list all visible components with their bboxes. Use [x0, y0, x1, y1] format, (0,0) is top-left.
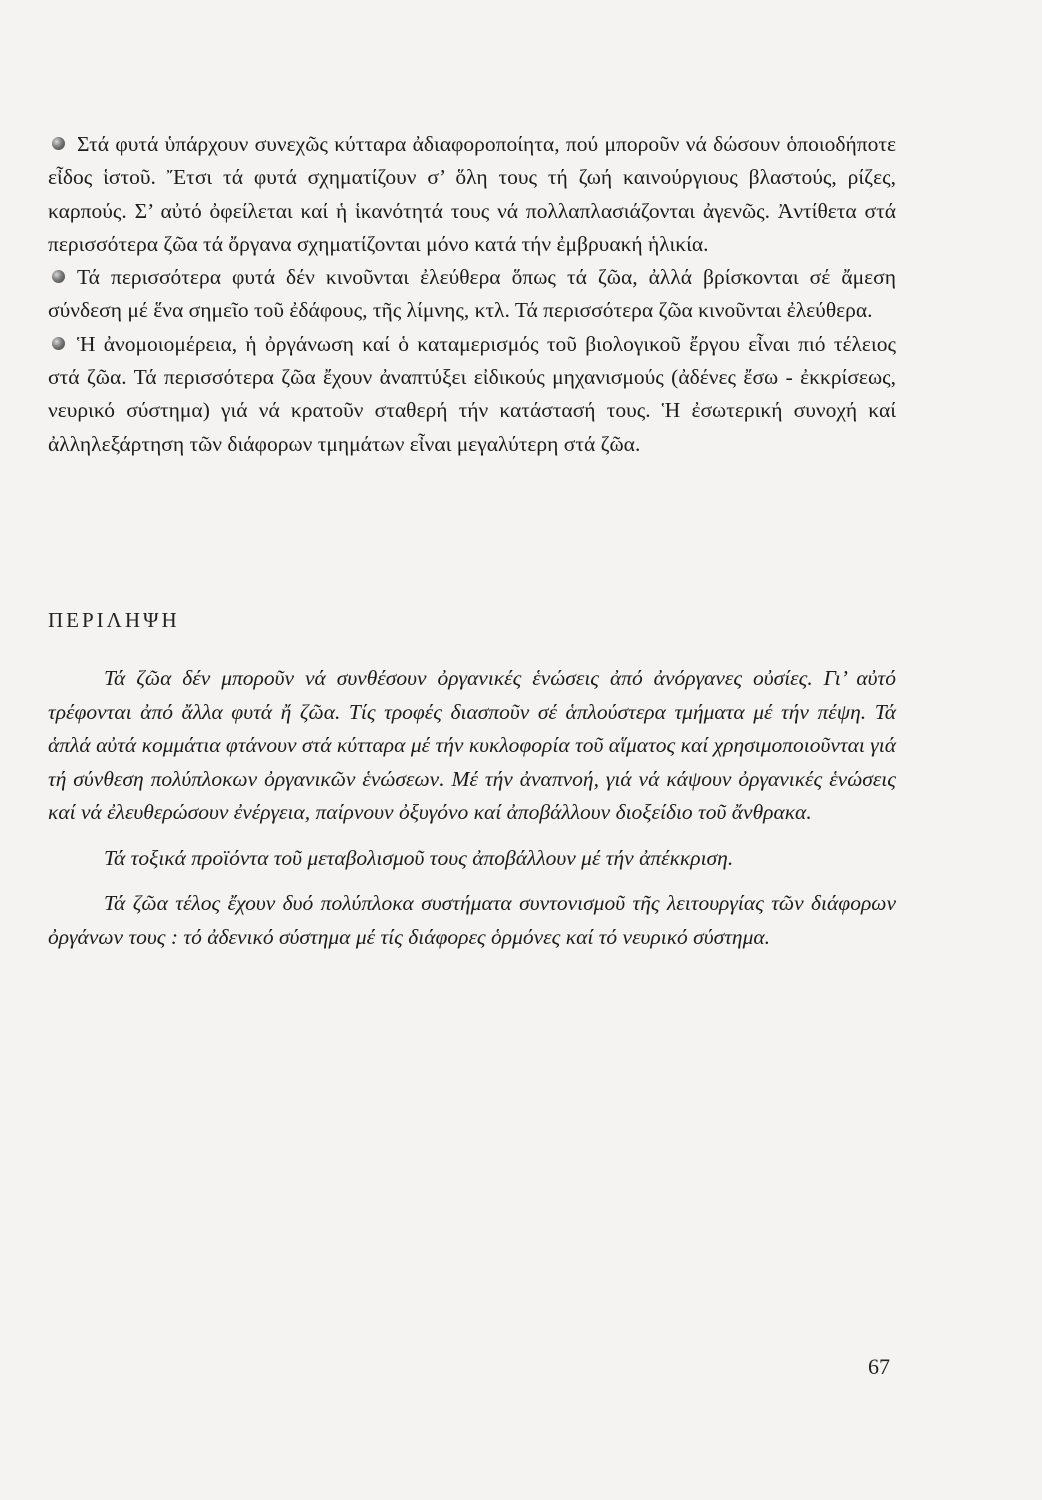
- bullet-dot-icon: [52, 270, 65, 283]
- bullet-text: Τά περισσότερα φυτά δέν κινοῦνται ἐλεύθερα ὅπως τά ζῶα, ἀλλά βρίσκονται σέ ἄμεση σύνδεση μέ ἕνα σημεῖο τοῦ ἐδάφους, τῆς λίμνης, κτλ. Τά περισσότερα ζῶα κινοῦνται ἐλεύθερα.: [48, 265, 896, 323]
- bullet-paragraph: [48, 328, 896, 461]
- bullet-paragraph: [48, 128, 896, 261]
- summary-paragraph: Τά ζῶα τέλος ἔχουν δυό πολύπλοκα συστήματα συντονισμοῦ τῆς λειτουργίας τῶν διάφορων ὀργάνων τους : τό ἀδενικό σύστημα μέ τίς διάφορες ὁρμόνες καί τό νευρικό σύστημα.: [48, 891, 896, 949]
- summary-paragraph: Τά τοξικά προϊόντα τοῦ μεταβολισμοῦ τους ἀποβάλλουν μέ τήν ἀπέκκριση.: [104, 845, 734, 870]
- page-number: 67: [868, 1354, 890, 1379]
- summary-heading: ΠΕΡΙΛΗΨΗ: [48, 608, 180, 632]
- bullet-text: Ἡ ἀνομοιομέρεια, ἡ ὀργάνωση καί ὁ καταμερισμός τοῦ βιολογικοῦ ἔργου εἶναι πιό τέλειος στά ζῶα. Τά περισσότερα ζῶα ἔχουν ἀναπτύξει εἰδικούς μηχανισμούς (ἀδένες ἔσω - ἐκκρίσεως, νευρικό σύστημα) γιά νά κρατοῦν σταθερή τήν κατάστασή τους. Ἡ ἐσωτερική συνοχή καί ἀλληλεξάρτηση τῶν διάφορων τμημάτων εἶναι μεγαλύτερη στά ζῶα.: [48, 331, 896, 456]
- comparison-bullets: [48, 128, 896, 461]
- bullet-paragraph: [48, 261, 896, 328]
- bullet-dot-icon: [52, 337, 65, 350]
- bullet-dot-icon: [52, 137, 65, 150]
- summary-section: [48, 662, 896, 954]
- bullet-text: Στά φυτά ὑπάρχουν συνεχῶς κύτταρα ἀδιαφοροποίητα, πού μποροῦν νά δώσουν ὁποιοδήποτε εἶδος ἱστοῦ. Ἔτσι τά φυτά σχηματίζουν σ’ ὅλη τους τή ζωή καινούργιους βλαστούς, ρίζες, καρπούς. Σ’ αὐτό ὀφείλεται καί ἡ ἱκανότητά τους νά πολλαπλασιάζονται ἀγενῶς. Ἀντίθετα στά περισσότερα ζῶα τά ὄργανα σχηματίζονται μόνο κατά τήν ἐμβρυακή ἡλικία.: [48, 132, 896, 256]
- summary-paragraph: Τά ζῶα δέν μποροῦν νά συνθέσουν ὀργανικές ἑνώσεις ἀπό ἀνόργανες οὐσίες. Γι’ αὐτό τρέφονται ἀπό ἄλλα φυτά ἤ ζῶα. Τίς τροφές διασποῦν σέ ἁπλούστερα τμήματα μέ τήν πέψη. Τά ἁπλά αὐτά κομμάτια φτάνουν στά κύτταρα μέ τήν κυκλοφορία τοῦ αἵματος καί χρησιμοποιοῦνται γιά τή σύνθεση πολύπλοκων ὀργανικῶν ἑνώσεων. Μέ τήν ἀναπνοή, γιά νά κάψουν ὀργανικές ἑνώσεις καί νά ἐλευθερώσουν ἐνέργεια, παίρνουν ὀξυγόνο καί ἀποβάλλουν διοξείδιο τοῦ ἄνθρακα.: [48, 666, 896, 824]
